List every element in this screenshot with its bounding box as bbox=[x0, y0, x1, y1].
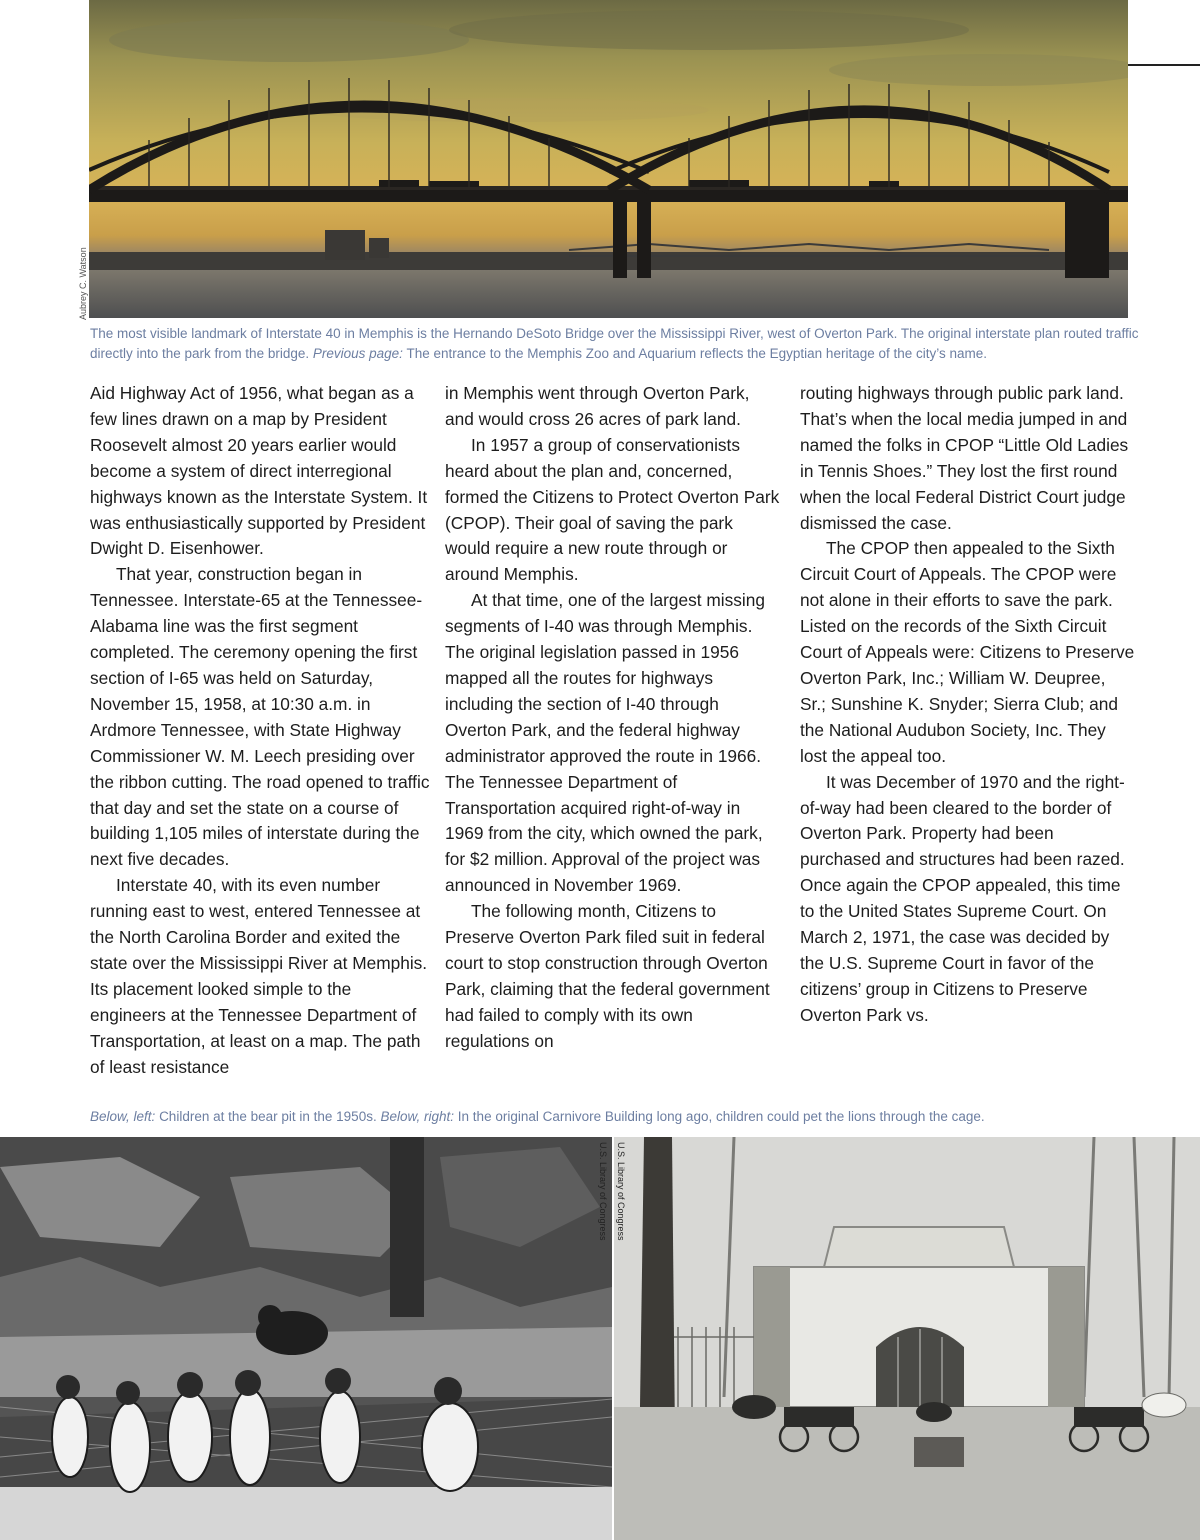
bridge-photo bbox=[89, 0, 1128, 318]
article-column-2 bbox=[445, 381, 780, 1055]
paragraph: That year, construction began in Tennessee. Interstate-65 at the Tennessee-Alabama line was the first segment completed. The ceremony opening the first section of I-65 was held on Saturday, November 15, 1958, at 10:30 a.m. in Ardmore Tennessee, with State Highway Commissioner W. M. Leech presiding over the ribbon cutting. The road opened to traffic that day and set the state on a course of building 1,105 miles of interstate during the next five decades. bbox=[90, 564, 430, 870]
article-column-1 bbox=[90, 381, 430, 1080]
bottom-photos-caption bbox=[90, 1107, 1190, 1127]
caption-main: The most visible landmark of Interstate 40 in Memphis is the Hernando DeSoto Bridge over the Mississippi River, west of Overton Park. The original interstate plan routed traffic directly into the park from the bridge. bbox=[90, 326, 1139, 361]
caption-left-lead: Below, left: bbox=[90, 1109, 156, 1124]
paragraph: It was December of 1970 and the right-of-way had been cleared to the border of Overton Park. Property had been purchased and structures had been razed. Once again the CPOP appealed, this time to the United States Supreme Court. On March 2, 1971, the case was decided by the U.S. Supreme Court in favor of the citizens’ group in Citizens to Preserve Overton Park vs. bbox=[800, 771, 1125, 1025]
paragraph: The following month, Citizens to Preserve Overton Park filed suit in federal court to stop construction through Overton Park, claiming that the federal government had failed to comply with its own regulations on bbox=[445, 901, 770, 1051]
paragraph: in Memphis went through Overton Park, and would cross 26 acres of park land. bbox=[445, 383, 750, 429]
bear-pit-illustration bbox=[0, 1137, 612, 1540]
photo-credit: U.S. Library of Congress bbox=[616, 1142, 626, 1241]
caption-right-lead: Below, right: bbox=[380, 1109, 455, 1124]
bear-pit-photo bbox=[0, 1137, 612, 1540]
caption-lead: Previous page: bbox=[312, 346, 403, 361]
top-photo-caption bbox=[90, 324, 1140, 364]
caption-tail: The entrance to the Memphis Zoo and Aquarium reflects the Egyptian heritage of the city’s name. bbox=[406, 346, 988, 361]
photo-credit: Aubrey C. Watson bbox=[78, 247, 88, 320]
carnivore-building-illustration bbox=[614, 1137, 1200, 1540]
paragraph: Aid Highway Act of 1956, what began as a few lines drawn on a map by President Roosevelt almost 20 years earlier would become a system of direct interregional highways known as the Interstate System. It was enthusiastically supported by President Dwight D. Eisenhower. bbox=[90, 383, 428, 559]
paragraph: The CPOP then appealed to the Sixth Circuit Court of Appeals. The CPOP were not alone in their efforts to save the park. Listed on the records of the Sixth Circuit Court of Appeals were: Citizens to Preserve Overton Park, Inc.; William W. Deupree, Sr.; Sunshine K. Snyder; Sierra Club; and the National Audubon Society, Inc. They lost the appeal too. bbox=[800, 538, 1135, 766]
caption-right-text: In the original Carnivore Building long ago, children could pet the lions through the cage. bbox=[457, 1109, 985, 1124]
paragraph: Interstate 40, with its even number running east to west, entered Tennessee at the North Carolina Border and exited the state over the Mississippi River at Memphis. Its placement looked simple to the engineers at the Tennessee Department of Transportation, at least on a map. The path of least resistance bbox=[90, 875, 428, 1077]
paragraph: At that time, one of the largest missing segments of I-40 was through Memphis. The original legislation passed in 1956 mapped all the routes for highways including the section of I-40 through Overton Park, and the federal highway administrator approved the route in 1966. The Tennessee Department of Transportation acquired right-of-way in 1969 from the city, which owned the park, for $2 million. Approval of the project was announced in November 1969. bbox=[445, 590, 765, 896]
page-rule bbox=[1128, 64, 1200, 66]
photo-credit: U.S. Library of Congress bbox=[598, 1142, 608, 1241]
caption-left-text: Children at the bear pit in the 1950s. bbox=[159, 1109, 377, 1124]
carnivore-building-photo bbox=[614, 1137, 1200, 1540]
article-column-3 bbox=[800, 381, 1135, 1029]
bridge-illustration bbox=[89, 0, 1128, 318]
paragraph: In 1957 a group of conservationists heard about the plan and, concerned, formed the Citizens to Protect Overton Park (CPOP). Their goal of saving the park would require a new route through or around Memphis. bbox=[445, 434, 780, 585]
paragraph: routing highways through public park land. That’s when the local media jumped in and named the folks in CPOP “Little Old Ladies in Tennis Shoes.” They lost the first round when the local Federal District Court judge dismissed the case. bbox=[800, 383, 1129, 533]
